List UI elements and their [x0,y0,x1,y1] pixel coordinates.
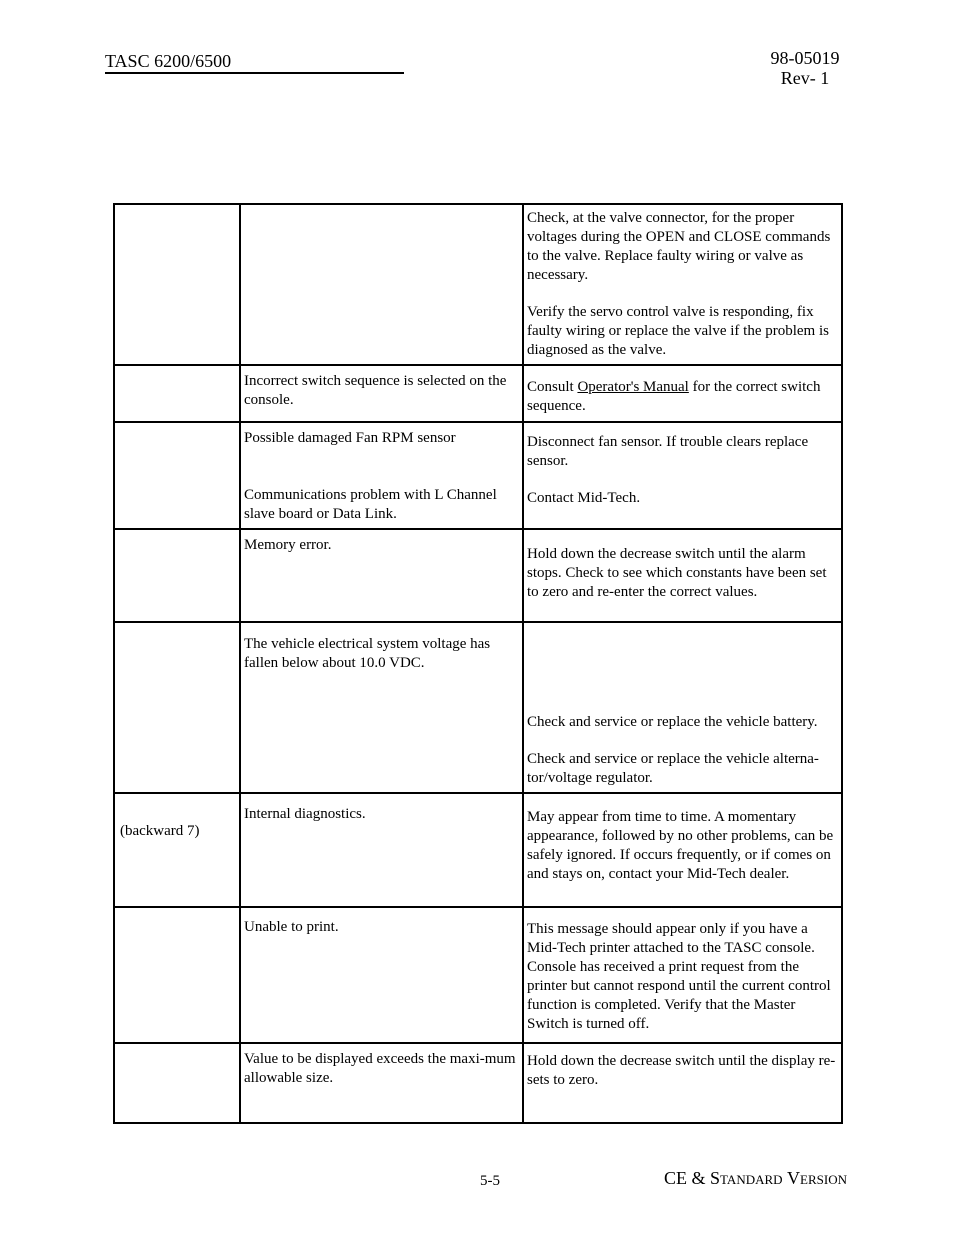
action-cell [523,204,842,365]
table-row [114,204,842,365]
action-text: Check and service or replace the vehicle alterna-tor/voltage regulator. [527,751,819,786]
code-cell [114,422,240,529]
action-text: May appear from time to time. A momentary appearance, followed by no other problems, can be safely ignored. If occurs frequently, or if comes on and stays on, contact your Mid-Tech dealer. [527,809,834,882]
cause-text: Value to be displayed exceeds the maxi-mum allowable size. [244,1051,516,1086]
table-row [114,793,842,907]
cause-cell [240,204,523,365]
action-text: Check, at the valve connector, for the proper voltages during the OPEN and CLOSE commands to the valve. Replace faulty wiring or valve as necessary. [527,210,831,283]
action-text: Check and service or replace the vehicle battery. [527,714,818,730]
cause-cell [240,793,523,907]
page-number: 5-5 [480,1173,500,1189]
cause-text: Internal diagnostics. [244,806,366,822]
code-cell [114,1043,240,1123]
table-row [114,529,842,622]
table-row [114,422,842,529]
action-cell [523,622,842,793]
table-row [114,1043,842,1123]
table-row [114,622,842,793]
code-cell [114,622,240,793]
document-code: TASC 6200/6500 [105,51,404,74]
cause-text: Incorrect switch sequence is selected on the console. [244,373,507,408]
action-text: Contact Mid-Tech. [527,490,641,506]
code-cell [114,365,240,422]
action-text: Disconnect fan sensor. If trouble clears replace sensor. [527,434,809,469]
table-row [114,907,842,1043]
action-text: Hold down the decrease switch until the alarm stops. Check to see which constants have been set to zero and re-enter the correct values. [527,546,827,600]
cause-cell [240,622,523,793]
action-text: Consult Operator's Manual for the correct switch sequence. [527,379,821,414]
action-cell [523,529,842,622]
code-cell [114,204,240,365]
cause-text: Communications problem with L Channel slave board or Data Link. [244,487,497,522]
cause-text: Possible damaged Fan RPM sensor [244,430,456,446]
cause-cell [240,907,523,1043]
action-cell [523,907,842,1043]
table-row [114,365,842,422]
code-cell [114,529,240,622]
action-cell [523,793,842,907]
cause-cell [240,529,523,622]
action-text: This message should appear only if you have a Mid-Tech printer attached to the TASC console. Console has received a print request from the printer but cannot respond until the current control function is completed. Verify that the Master Switch is turned off. [527,921,831,1032]
action-cell [523,1043,842,1123]
cause-cell [240,365,523,422]
troubleshooting-table [113,203,843,1124]
document-revision: Rev- 1 [780,68,830,88]
code-cell [114,907,240,1043]
cause-cell [240,1043,523,1123]
action-text: Verify the servo control valve is responding, fix faulty wiring or replace the valve if the problem is diagnosed as the valve. [527,304,829,358]
action-cell [523,422,842,529]
document-number: 98-05019 [770,48,840,68]
cause-text: The vehicle electrical system voltage has fallen below about 10.0 VDC. [244,636,491,671]
cause-text: Unable to print. [244,919,339,935]
cause-cell [240,422,523,529]
cause-text: Memory error. [244,537,332,553]
code-cell: (backward 7) [114,793,240,907]
edition-label: CE & Standard Version [664,1168,847,1188]
action-text: Hold down the decrease switch until the display re-sets to zero. [527,1053,836,1088]
action-cell [523,365,842,422]
document-number-block [700,48,910,88]
operators-manual-link: Operator's Manual [577,379,689,395]
